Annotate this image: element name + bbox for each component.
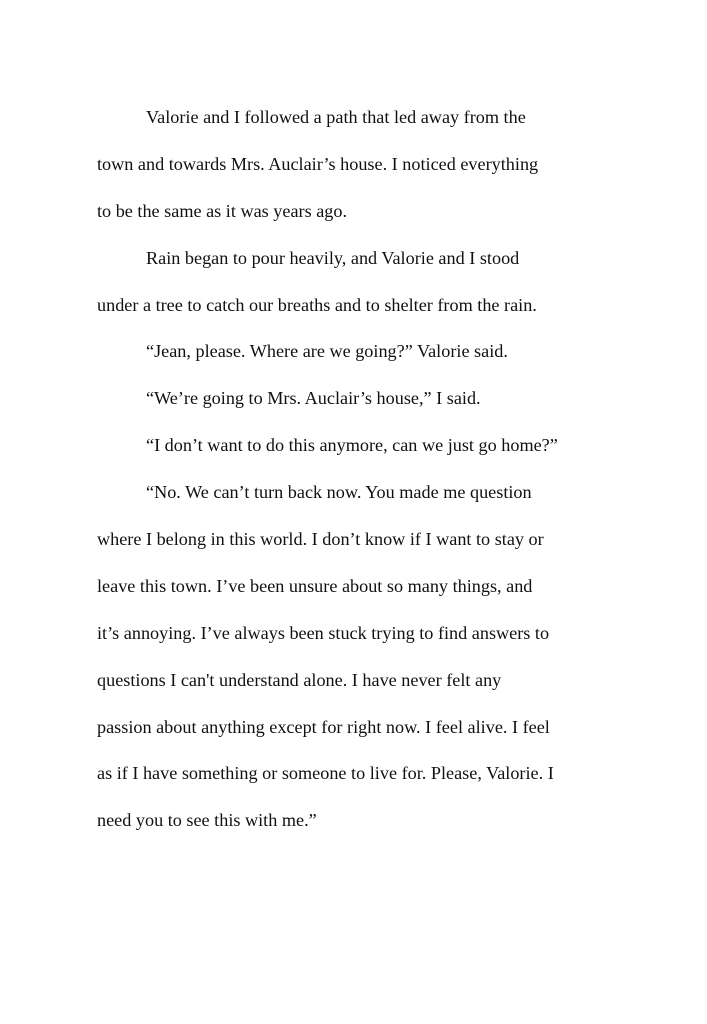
text-line: need you to see this with me.” xyxy=(97,810,317,831)
text-line: Valorie and I followed a path that led away from the xyxy=(146,107,526,127)
text-line: town and towards Mrs. Auclair’s house. I noticed everything xyxy=(97,153,539,174)
text-line: “We’re going to Mrs. Auclair’s house,” I said. xyxy=(146,388,481,409)
text-line: “Jean, please. Where are we going?” Valorie said. xyxy=(146,341,508,362)
text-line: “No. We can’t turn back now. You made me question xyxy=(146,482,532,503)
text-line: questions I can't understand alone. I have never felt any xyxy=(97,669,502,690)
text-line: it’s annoying. I’ve always been stuck trying to find answers to xyxy=(97,622,550,643)
manuscript-text xyxy=(97,94,617,844)
text-line: under a tree to catch our breaths and to shelter from the rain. xyxy=(97,294,537,315)
text-line: to be the same as it was years ago. xyxy=(97,200,347,221)
text-line: leave this town. I’ve been unsure about so many things, and xyxy=(97,575,533,596)
text-line: where I belong in this world. I don’t know if I want to stay or xyxy=(97,529,544,550)
text-line: Rain began to pour heavily, and Valorie and I stood xyxy=(146,247,520,268)
text-line: passion about anything except for right now. I feel alive. I feel xyxy=(97,716,550,737)
text-line: as if I have something or someone to live for. Please, Valorie. I xyxy=(97,763,554,784)
text-line: “I don’t want to do this anymore, can we just go home?” xyxy=(146,435,558,456)
